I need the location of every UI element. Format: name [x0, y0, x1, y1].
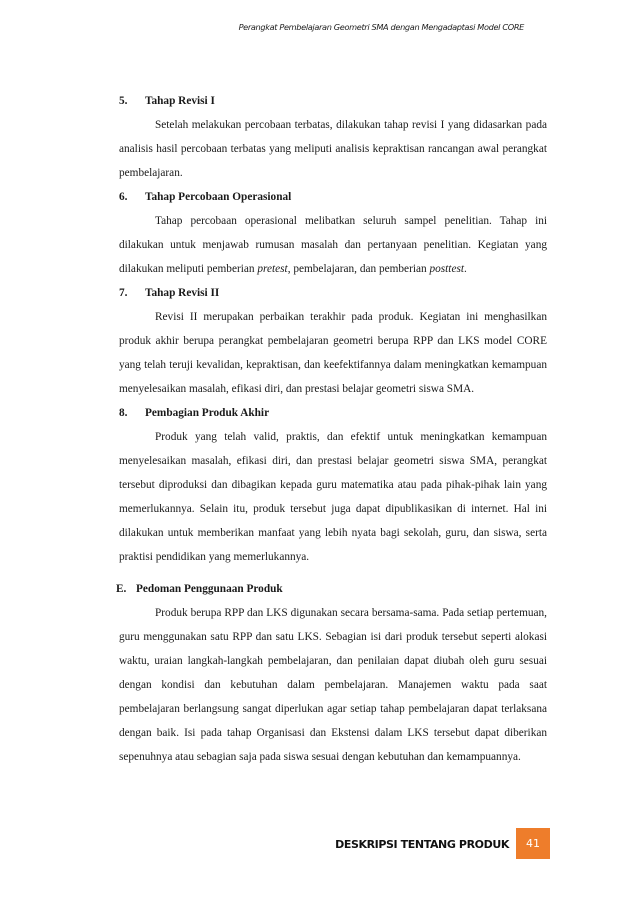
section-title: Pembagian Produk Akhir	[145, 407, 270, 419]
section-7-paragraph: Revisi II merupakan perbaikan terakhir pada produk. Kegiatan ini menghasilkan produk akhir berupa perangkat pembelajaran geometri berupa RPP dan LKS model CORE yang telah teruji kevalidan, kepraktisan, dan keefektifannya dalam meningkatkan kemampuan menyelesaikan masalah, efikasi diri, dan prestasi belajar geometri siswa SMA.	[119, 311, 547, 395]
section-title: Tahap Percobaan Operasional	[145, 191, 292, 203]
running-header: Perangkat Pembelajaran Geometri SMA dengan Mengadaptasi Model CORE	[238, 22, 524, 32]
term-pretest: pretest	[257, 263, 288, 275]
section-7-heading	[119, 281, 547, 305]
section-number: 5.	[119, 95, 128, 107]
section-number: 8.	[119, 407, 128, 419]
section-8-heading	[119, 401, 547, 425]
section-letter: E.	[116, 583, 127, 595]
section-number: 6.	[119, 191, 128, 203]
section-e-heading	[116, 577, 547, 601]
footer-chapter-title: DESKRIPSI TENTANG PRODUK	[335, 838, 509, 851]
section-5-heading	[119, 89, 547, 113]
section-8-paragraph: Produk yang telah valid, praktis, dan efektif untuk meningkatkan kemampuan menyelesaikan masalah, efikasi diri, dan prestasi belajar geometri siswa SMA, perangkat tersebut diproduksi dan dibagikan kepada guru matematika atau pada pihak-pihak lain yang memerlukannya. Selain itu, produk tersebut juga dapat dipublikasikan di internet. Hal ini dilakukan untuk memberikan manfaat yang lebih nyata bagi sekolah, guru, dan siswa, serta praktisi pendidikan yang memerlukannya.	[119, 431, 547, 563]
page-body	[116, 89, 547, 769]
section-number: 7.	[119, 287, 128, 299]
section-title: Tahap Revisi I	[145, 95, 215, 107]
section-5-paragraph: Setelah melakukan percobaan terbatas, dilakukan tahap revisi I yang didasarkan pada analisis hasil percobaan terbatas yang meliputi analisis kepraktisan rancangan awal perangkat pembelajaran.	[119, 119, 547, 179]
section-6-heading	[119, 185, 547, 209]
page-number-badge: 41	[516, 828, 550, 859]
section-6-paragraph: Tahap percobaan operasional melibatkan seluruh sampel penelitian. Tahap ini dilakukan untuk menjawab rumusan masalah dan pertanyaan penelitian. Kegiatan yang dilakukan meliputi pemberian pretest, pembelajaran, dan pemberian posttest.	[119, 215, 547, 275]
section-e-paragraph: Produk berupa RPP dan LKS digunakan secara bersama-sama. Pada setiap pertemuan, guru menggunakan satu RPP dan satu LKS. Sebagian isi dari produk tersebut seperti alokasi waktu, uraian langkah-langkah pembelajaran, dan penilaian dapat diubah oleh guru sesuai dengan kondisi dan kebutuhan dalam pembelajaran. Manajemen waktu pada saat pembelajaran berlangsung sangat diperlukan agar setiap tahap pembelajaran dapat terlaksana dengan baik. Isi pada tahap Organisasi dan Ekstensi dalam LKS tersebut dapat diberikan sepenuhnya atau sebagian saja pada siswa sesuai dengan kebutuhan dan kemampuannya.	[119, 607, 547, 763]
section-title: Tahap Revisi II	[145, 287, 220, 299]
term-posttest: posttest	[429, 263, 464, 275]
section-title: Pedoman Penggunaan Produk	[136, 583, 283, 595]
